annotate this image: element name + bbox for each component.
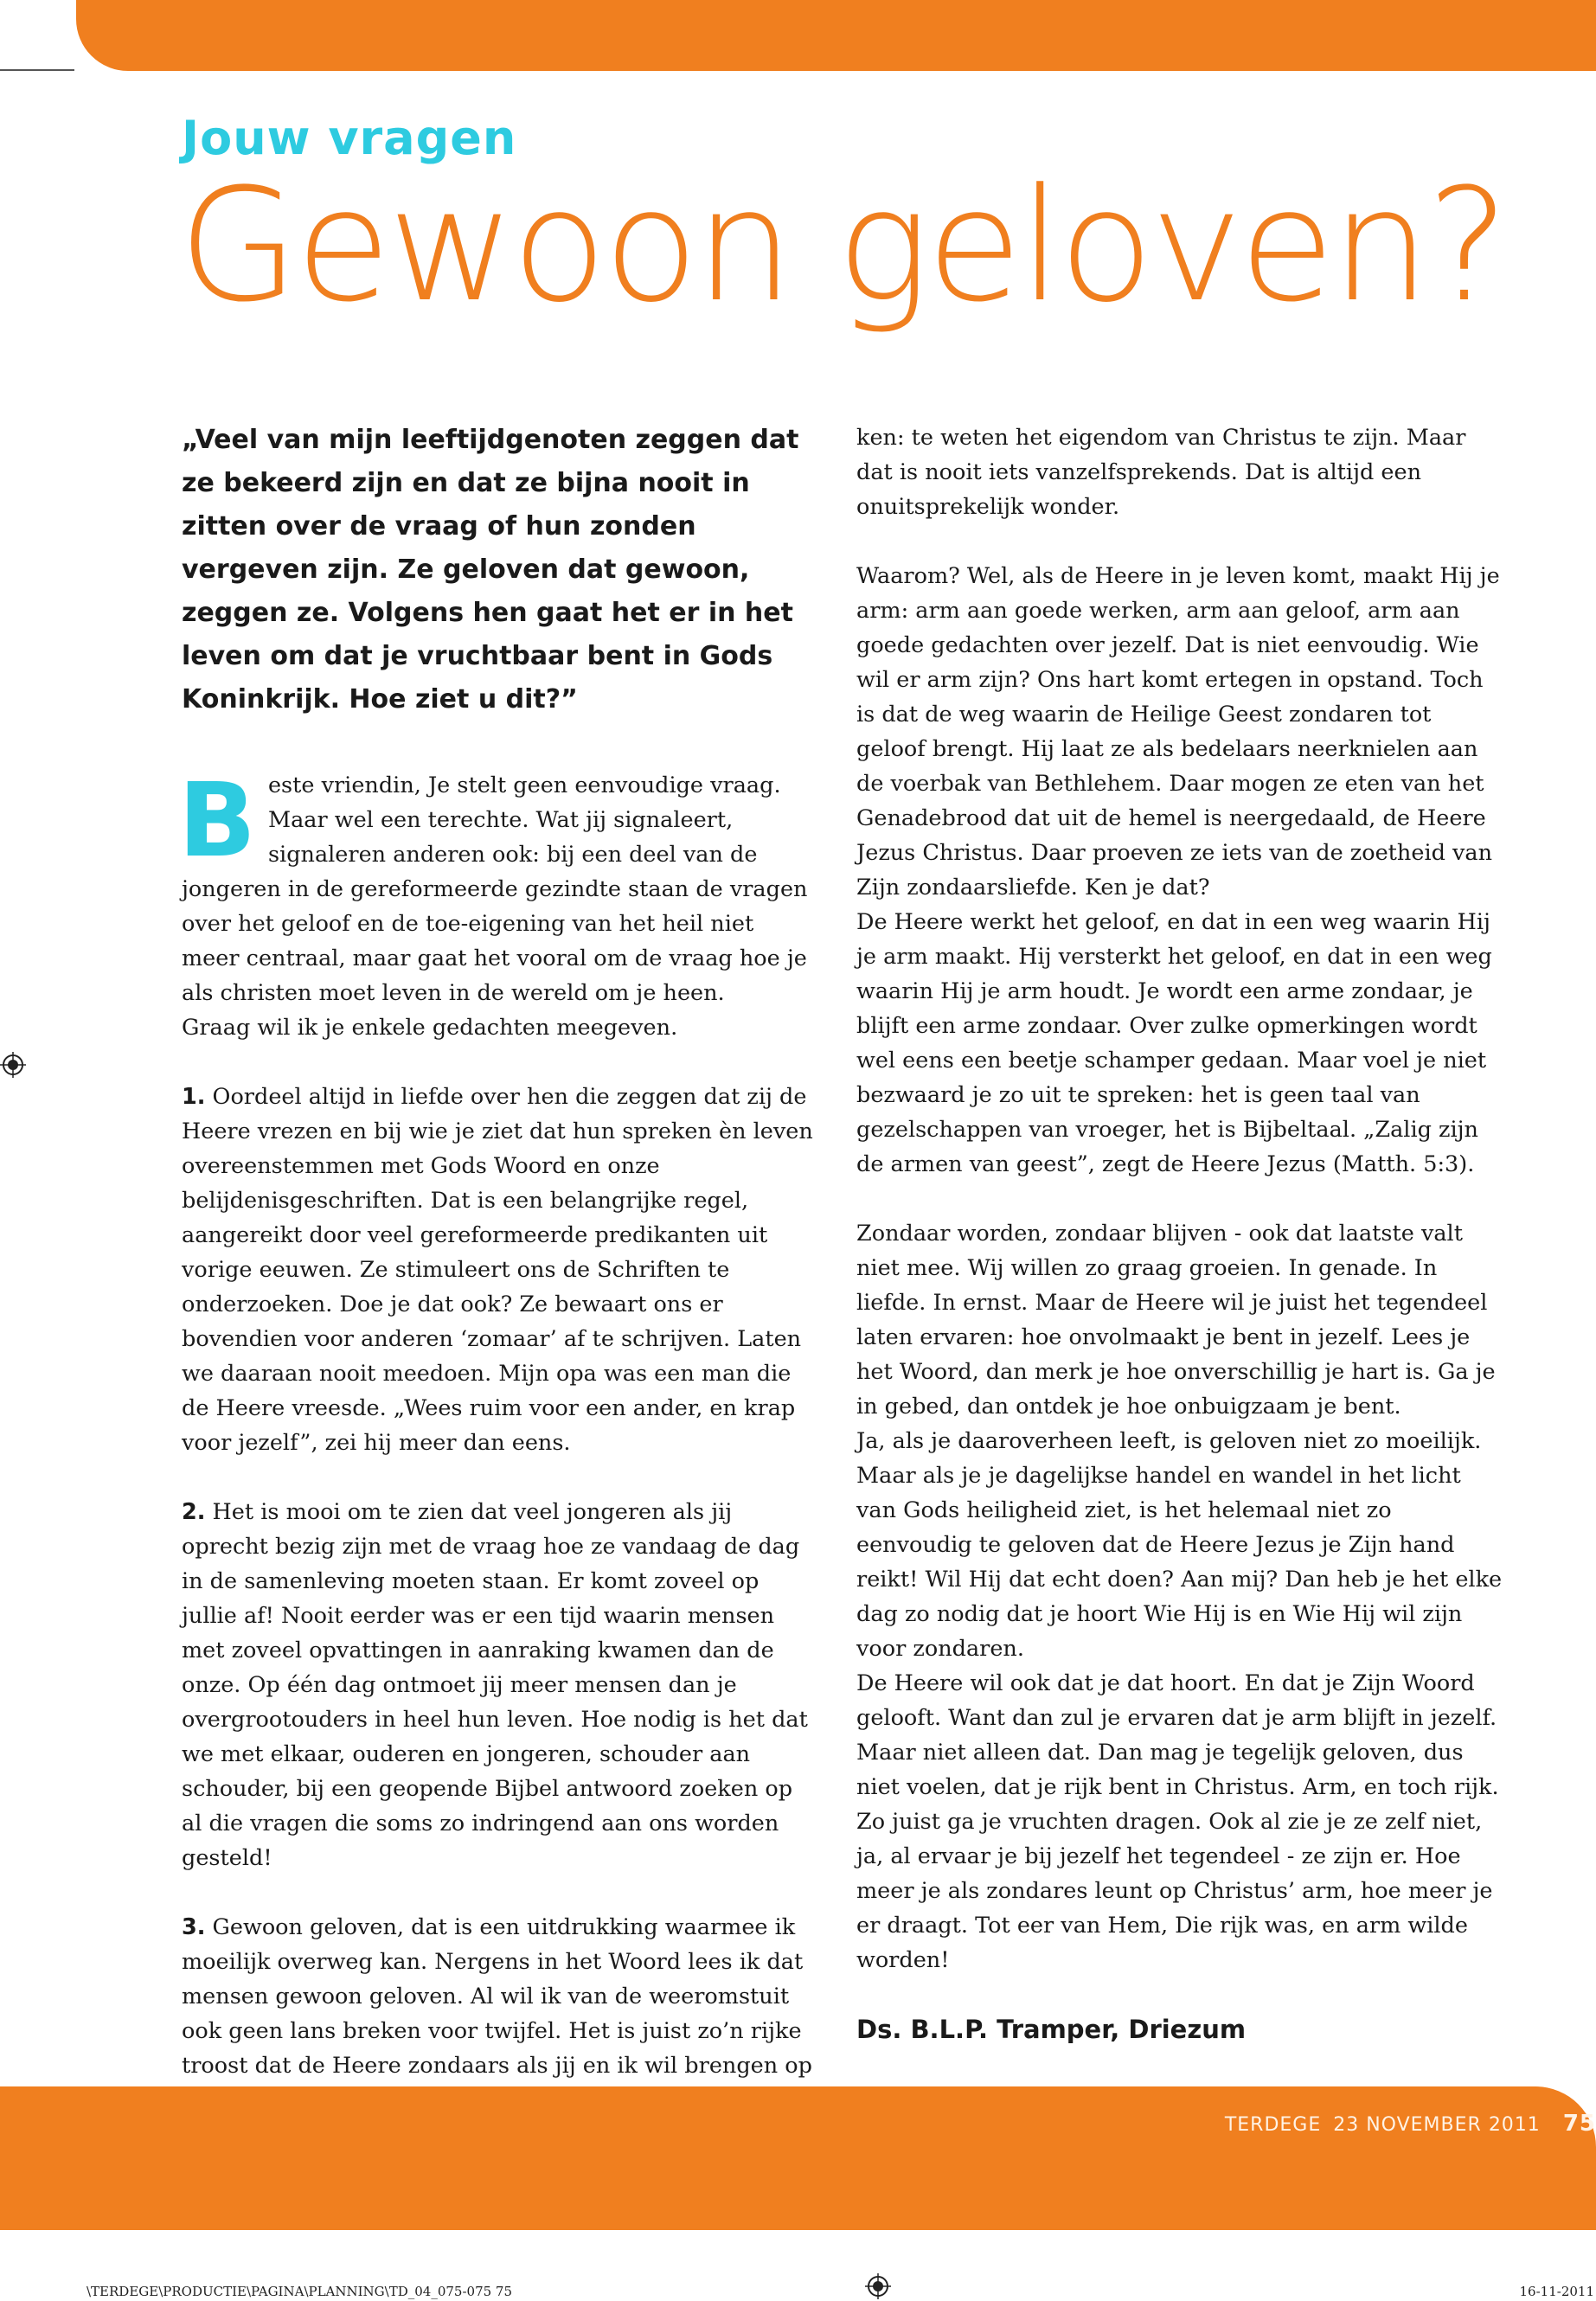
intro-paragraph — [178, 760, 813, 1010]
right-paragraph-5: Ja, als je daaroverheen leeft, is geloven niet zo moeilijk. Maar als je je dagelijkse handel en wandel in het licht van Gods heiligheid ziet, is het helemaal niet zo eenvoudig te geloven dat de Heere Jezus je Zijn hand reikt! Wil Hij dat echt doen? Aan mij? Dan heb je het elke dag zo nodig dat je hoort Wie Hij is en Wie Hij wil zijn voor zondaren. — [856, 1428, 1503, 1662]
right-paragraph-1: ken: te weten het eigendom van Christus te zijn. Maar dat is nooit iets vanzelfsprekends. Dat is altijd een onuitsprekelijk wonder. — [856, 425, 1466, 520]
print-slug-date: 16-11-2011 — [1519, 2284, 1594, 2299]
point-1-number: 1. — [182, 1084, 206, 1110]
point-3-text: Gewoon geloven, dat is een uitdrukking waarmee ik moeilijk overweg kan. Nergens in het Woord lees ik dat mensen gewoon geloven. Al wil ik van de weeromstuit ook geen lans breken voor twijfel. Het is juist zo’n rijke troost dat de Heere zondaars als jij en ik wil brengen op — [182, 1914, 812, 2079]
point-3-number: 3. — [182, 1914, 206, 1940]
point-2-number: 2. — [182, 1499, 206, 1525]
page-title: Gewoon geloven? — [178, 156, 1506, 336]
point-2-text: Het is mooi om te zien dat veel jongeren als jij oprecht bezig zijn met de vraag hoe ze vandaag de dag in de samenleving moeten staan. Er komt zoveel op jullie af! Nooit eerder was er een tijd waarin mensen met zoveel opvattingen in aanraking kwamen dan de onze. Op één dag ontmoet jij meer mensen dan je overgrootouders in heel hun leven. Hoe nodig is het dat we met elkaar, ouderen en jongeren, schouder aan schouder, bij een geopende Bijbel antwoord zoeken op al die vragen die soms zo indringend aan ons worden gesteld! — [182, 1499, 808, 1871]
intro-closing: Graag wil ik je enkele gedachten meegeven. — [182, 1015, 678, 1041]
point-1-text: Oordeel altijd in liefde over hen die zeggen dat zij de Heere vrezen en bij wie je ziet dat hun spreken èn leven overeenstemmen met Gods Woord en onze belijdenisgeschriften. Dat is een belangrijke regel, aangereikt door veel gereformeerde predikanten uit vorige eeuwen. Ze stimuleert ons de Schriften te onderzoeken. Doe je dat ook? Ze bewaart ons er bovendien voor anderen ‘zomaar’ af te schrijven. Laten we daaraan nooit meedoen. Mijn opa was een man die de Heere vreesde. „Wees ruim voor een ander, en krap voor jezelf”, zei hij meer dan eens. — [182, 1084, 813, 1456]
print-slug-path: \TERDEGE\PRODUCTIE\PAGINA\PLANNING\TD_04_075-075 75 — [87, 2284, 513, 2299]
article-column-right — [856, 420, 1505, 2081]
crop-mark-top — [0, 69, 74, 71]
top-orange-band — [76, 0, 1596, 71]
author-signature: Ds. B.L.P. Tramper, Driezum — [856, 2015, 1247, 2044]
article-column-left — [178, 760, 813, 2152]
point-2 — [182, 1495, 813, 1875]
drop-cap: B — [178, 760, 256, 880]
intro-text: este vriendin, Je stelt geen eenvoudige vraag. Maar wel een terechte. Wat jij signaleert, signaleren anderen ook: bij een deel van de jongeren in de gereformeerde gezindte staan de vragen over het geloof en de toe-eigening van het heil niet meer centraal, maar gaat het vooral om de vraag hoe je als christen moet leven in de wereld om je heen. — [182, 772, 808, 1006]
footer-magazine: TERDEGE — [1224, 2114, 1322, 2136]
bottom-orange-band — [0, 2086, 1596, 2230]
page-number: 75 — [1562, 2111, 1596, 2137]
right-paragraph-3: De Heere werkt het geloof, en dat in een weg waarin Hij je arm maakt. Hij versterkt het geloof, en dat in een weg waarin Hij je arm houdt. Je wordt een arme zondaar, je blijft een arme zondaar. Over zulke opmerkingen wordt wel eens een beetje schamper gedaan. Maar voel je niet bezwaard je zo uit te spreken: het is geen taal van gezelschappen van vroeger, het is Bijbeltaal. „Zalig zijn de armen van geest”, zegt de Heere Jezus (Matth. 5:3). — [856, 909, 1492, 1177]
point-1 — [182, 1080, 813, 1460]
section-kicker: Jouw vragen — [182, 111, 517, 165]
registration-mark-bottom-icon — [865, 2273, 891, 2299]
footer-date: 23 NOVEMBER 2011 — [1333, 2114, 1541, 2136]
right-paragraph-2: Waarom? Wel, als de Heere in je leven komt, maakt Hij je arm: arm aan goede werken, arm aan geloof, arm aan goede gedachten over jezelf. Dat is niet eenvoudig. Wie wil er arm zijn? Ons hart komt ertegen in opstand. Toch is dat de weg waarin de Heilige Geest zondaren tot geloof brengt. Hij laat ze als bedelaars neerknielen aan de voerbak van Bethlehem. Daar mogen ze eten van het Genadebrood dat uit de hemel is neergedaald, de Heere Jezus Christus. Daar proeven ze iets van de zoetheid van Zijn zondaarsliefde. Ken je dat? — [856, 563, 1500, 901]
reader-question: „Veel van mijn leeftijdgenoten zeggen dat ze bekeerd zijn en dat ze bijna nooit in zitten over de vraag of hun zonden vergeven zijn. Ze geloven dat gewoon, zeggen ze. Volgens hen gaat het er in het leven om dat je vruchtbaar bent in Gods Koninkrijk. Hoe ziet u dit?” — [182, 425, 799, 715]
page-footer — [1225, 2111, 1596, 2137]
registration-mark-icon — [0, 1052, 26, 1078]
right-paragraph-4: Zondaar worden, zondaar blijven - ook dat laatste valt niet mee. Wij willen zo graag groeien. In genade. In liefde. In ernst. Maar de Heere wil je juist het tegendeel laten ervaren: hoe onvolmaakt je bent in jezelf. Lees je het Woord, dan merk je hoe onverschillig je hart is. Ga je in gebed, dan ontdek je hoe onbuigzaam je bent. — [856, 1221, 1496, 1420]
right-paragraph-6: De Heere wil ook dat je dat hoort. En dat je Zijn Woord gelooft. Want dan zul je ervaren dat je arm blijft in jezelf. Maar niet alleen dat. Dan mag je tegelijk geloven, dus niet voelen, dat je rijk bent in Christus. Arm, en toch rijk. Zo juist ga je vruchten dragen. Ook al zie je ze zelf niet, ja, al ervaar je bij jezelf het tegendeel - ze zijn er. Hoe meer je als zondares leunt op Christus’ arm, hoe meer je er draagt. Tot eer van Hem, Die rijk was, en arm wilde worden! — [856, 1670, 1499, 1973]
